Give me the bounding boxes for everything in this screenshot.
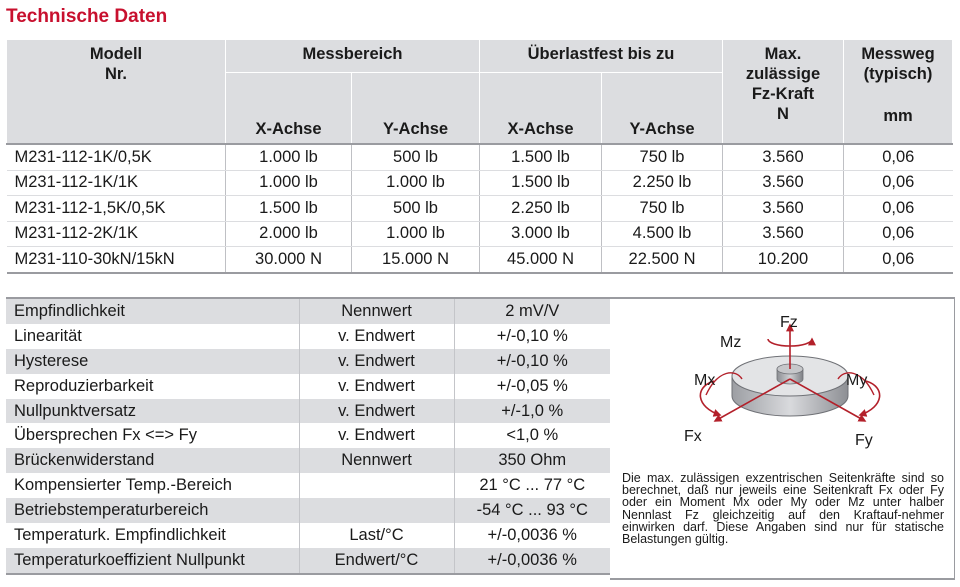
spec-row [6, 349, 610, 374]
spec-reference: v. Endwert [299, 399, 454, 424]
spec-value: -54 °C ... 93 °C [454, 498, 610, 523]
spec-row [6, 423, 610, 448]
spec-parameter: Temperaturk. Empfindlichkeit [6, 523, 299, 548]
spec-parameter: Hysterese [6, 349, 299, 374]
table-cell: 3.560 [723, 221, 844, 247]
header-modell-line1: Modell [89, 45, 143, 63]
table-cell: 1.000 lb [352, 221, 480, 247]
spec-reference: v. Endwert [299, 349, 454, 374]
spec-value: 21 °C ... 77 °C [454, 473, 610, 498]
table-cell: 0,06 [844, 247, 953, 273]
table-row [7, 196, 953, 222]
diagram-panel [610, 297, 955, 580]
header-messbereich: Messbereich [226, 40, 480, 73]
spec-value: 2 mV/V [454, 298, 610, 324]
header-y-achse: Y-Achse [352, 73, 480, 145]
table-cell: 1.000 lb [226, 170, 352, 196]
model-number-cell: M231-112-1K/1K [7, 170, 226, 196]
spec-row [6, 324, 610, 349]
table-cell: 0,06 [844, 221, 953, 247]
table-row [7, 144, 953, 170]
spec-reference [299, 473, 454, 498]
header-max-fz [723, 40, 844, 144]
label-fz: Fz [780, 314, 798, 331]
label-fx: Fx [684, 428, 702, 445]
table-cell: 500 lb [352, 144, 480, 170]
header-zulaessige: zulässige [745, 65, 821, 83]
table-cell: 15.000 N [352, 247, 480, 273]
table-cell: 0,06 [844, 144, 953, 170]
model-number-cell: M231-112-1,5K/0,5K [7, 196, 226, 222]
spec-reference: Nennwert [299, 448, 454, 473]
table-row [7, 247, 953, 273]
table-cell: 22.500 N [602, 247, 723, 273]
spec-row [6, 473, 610, 498]
spec-reference: Last/°C [299, 523, 454, 548]
table-cell: 2.250 lb [480, 196, 602, 222]
page-title: Technische Daten [6, 6, 168, 27]
models-table [6, 40, 953, 274]
table-cell: 0,06 [844, 170, 953, 196]
header-x-achse-ueberlast: X-Achse [480, 73, 602, 145]
table-cell: 3.560 [723, 170, 844, 196]
label-fy: Fy [855, 432, 873, 449]
header-modell [7, 40, 226, 144]
spec-reference: Endwert/°C [299, 548, 454, 574]
label-my: My [846, 372, 868, 389]
spec-reference: v. Endwert [299, 423, 454, 448]
spec-parameter: Nullpunktversatz [6, 399, 299, 424]
spec-row [6, 548, 610, 574]
table-cell: 45.000 N [480, 247, 602, 273]
header-max: Max. [764, 45, 802, 63]
spec-row [6, 448, 610, 473]
spec-value: +/-0,10 % [454, 324, 610, 349]
spec-parameter: Temperaturkoeffizient Nullpunkt [6, 548, 299, 574]
table-row [7, 170, 953, 196]
table-cell: 0,06 [844, 196, 953, 222]
header-y-achse-ueberlast: Y-Achse [602, 73, 723, 145]
header-modell-line2: Nr. [104, 65, 127, 83]
table-cell: 750 lb [602, 196, 723, 222]
table-cell: 1.000 lb [226, 144, 352, 170]
spec-reference: Nennwert [299, 298, 454, 324]
spec-parameter: Linearität [6, 324, 299, 349]
header-ueberlast: Überlastfest bis zu [480, 40, 723, 73]
table-cell: 750 lb [602, 144, 723, 170]
spec-reference [299, 498, 454, 523]
table-cell: 3.560 [723, 196, 844, 222]
table-cell: 1.500 lb [480, 170, 602, 196]
header-fzkraft: Fz-Kraft [751, 85, 815, 103]
header-messweg-line1: Messweg [861, 45, 935, 63]
spec-table [6, 297, 610, 575]
diagram-note: Die max. zulässigen exzentrischen Seitenkräfte sind so berechnet, daß nur jeweils eine Seitenkraft Fx oder Fy oder ein Moment Mx oder My oder Mz unter halber Nennlast Fz gleichzeitig auf den Kraftauf-nehmer einwirken darf. Diese Angaben sind nur für statische Belastungen gültig. [622, 471, 944, 547]
spec-row [6, 523, 610, 548]
spec-parameter: Brückenwiderstand [6, 448, 299, 473]
table-cell: 2.000 lb [226, 221, 352, 247]
spec-value: +/-0,0036 % [454, 548, 610, 574]
spec-parameter: Übersprechen Fx <=> Fy [6, 423, 299, 448]
header-mm-unit: mm [883, 107, 913, 125]
spec-parameter: Betriebstemperaturbereich [6, 498, 299, 523]
table-cell: 4.500 lb [602, 221, 723, 247]
spec-value: <1,0 % [454, 423, 610, 448]
spec-parameter: Empfindlichkeit [6, 298, 299, 324]
label-mx: Mx [694, 372, 716, 389]
spec-row [6, 374, 610, 399]
table-cell: 30.000 N [226, 247, 352, 273]
spec-reference: v. Endwert [299, 374, 454, 399]
header-messweg-line2: (typisch) [863, 65, 933, 83]
spec-value: +/-1,0 % [454, 399, 610, 424]
spec-reference: v. Endwert [299, 324, 454, 349]
spec-row [6, 399, 610, 424]
spec-parameter: Kompensierter Temp.-Bereich [6, 473, 299, 498]
spec-row [6, 298, 610, 324]
table-cell: 1.500 lb [226, 196, 352, 222]
table-cell: 1.000 lb [352, 170, 480, 196]
table-cell: 10.200 [723, 247, 844, 273]
model-number-cell: M231-112-1K/0,5K [7, 144, 226, 170]
model-number-cell: M231-110-30kN/15kN [7, 247, 226, 273]
header-x-achse: X-Achse [226, 73, 352, 145]
spec-parameter: Reproduzierbarkeit [6, 374, 299, 399]
header-messweg [844, 40, 953, 144]
spec-value: +/-0,10 % [454, 349, 610, 374]
model-number-cell: M231-112-2K/1K [7, 221, 226, 247]
table-cell: 3.560 [723, 144, 844, 170]
table-cell: 1.500 lb [480, 144, 602, 170]
spec-value: +/-0,05 % [454, 374, 610, 399]
table-cell: 3.000 lb [480, 221, 602, 247]
label-mz: Mz [720, 334, 742, 351]
table-row [7, 221, 953, 247]
spec-row [6, 498, 610, 523]
table-cell: 500 lb [352, 196, 480, 222]
spec-value: +/-0,0036 % [454, 523, 610, 548]
spec-value: 350 Ohm [454, 448, 610, 473]
load-cell-diagram [610, 299, 955, 474]
header-n-unit: N [777, 105, 789, 123]
table-cell: 2.250 lb [602, 170, 723, 196]
